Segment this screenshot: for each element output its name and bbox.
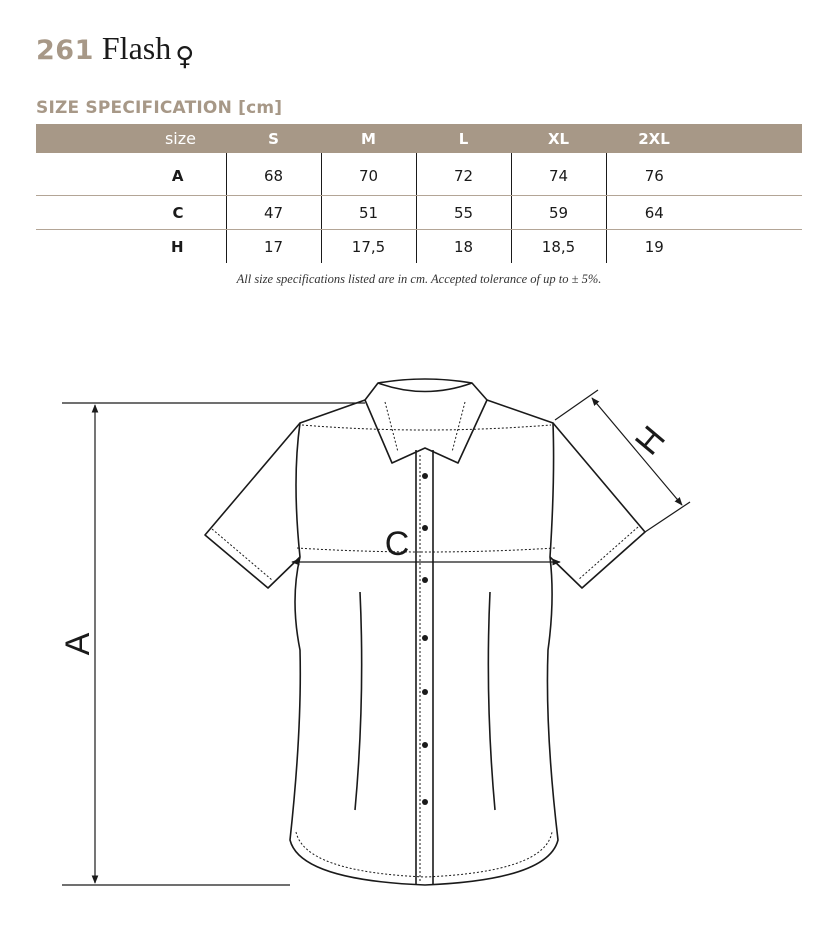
table-row bbox=[36, 230, 802, 264]
table-cell: 59 bbox=[511, 196, 606, 230]
product-name: Flash bbox=[101, 30, 172, 66]
product-title bbox=[36, 30, 194, 74]
size-table bbox=[36, 124, 802, 263]
length-dimension bbox=[62, 403, 365, 885]
table-row bbox=[36, 196, 802, 230]
sleeve-dimension bbox=[555, 390, 690, 532]
table-cell: 68 bbox=[226, 153, 321, 196]
table-cell: 47 bbox=[226, 196, 321, 230]
table-header-row bbox=[36, 124, 802, 153]
table-cell: 64 bbox=[606, 196, 702, 230]
size-header-m: M bbox=[321, 124, 416, 153]
table-row bbox=[36, 153, 802, 196]
table-cell: 72 bbox=[416, 153, 511, 196]
table-cell: 70 bbox=[321, 153, 416, 196]
table-cell-blank bbox=[702, 230, 802, 264]
table-cell: 18 bbox=[416, 230, 511, 264]
model-number: 261 bbox=[36, 35, 94, 66]
female-symbol-icon: ♀ bbox=[175, 42, 195, 72]
row-label: C bbox=[36, 196, 226, 230]
size-header-l: L bbox=[416, 124, 511, 153]
table-cell-blank bbox=[702, 153, 802, 196]
button-dot bbox=[422, 742, 428, 748]
button-dot bbox=[422, 577, 428, 583]
row-label: A bbox=[36, 153, 226, 196]
table-cell: 55 bbox=[416, 196, 511, 230]
size-header: size bbox=[36, 124, 226, 153]
shirt-outline bbox=[205, 379, 645, 885]
table-cell: 18,5 bbox=[511, 230, 606, 264]
table-cell: 76 bbox=[606, 153, 702, 196]
table-cell: 17,5 bbox=[321, 230, 416, 264]
sleeve-label: H bbox=[628, 419, 673, 463]
tolerance-note: All size specifications listed are in cm. Accepted tolerance of up to ± 5%. bbox=[236, 272, 602, 286]
table-cell: 51 bbox=[321, 196, 416, 230]
table-cell-blank bbox=[702, 196, 802, 230]
size-header-2xl: 2XL bbox=[606, 124, 702, 153]
table-cell: 17 bbox=[226, 230, 321, 264]
chest-label: C bbox=[384, 525, 410, 563]
button-dot bbox=[422, 689, 428, 695]
size-header-blank bbox=[702, 124, 802, 153]
shirt-measurement-diagram bbox=[0, 330, 838, 930]
table-cell: 74 bbox=[511, 153, 606, 196]
table-cell: 19 bbox=[606, 230, 702, 264]
button-dot bbox=[422, 635, 428, 641]
row-label: H bbox=[170, 237, 184, 256]
button-dot bbox=[422, 473, 428, 479]
button-dot bbox=[422, 799, 428, 805]
length-label: A bbox=[58, 632, 97, 656]
section-title: SIZE SPECIFICATION [cm] bbox=[36, 98, 283, 118]
size-header-s: S bbox=[226, 124, 321, 153]
button-dot bbox=[422, 525, 428, 531]
shirt-buttons bbox=[422, 473, 428, 805]
size-header-xl: XL bbox=[511, 124, 606, 153]
